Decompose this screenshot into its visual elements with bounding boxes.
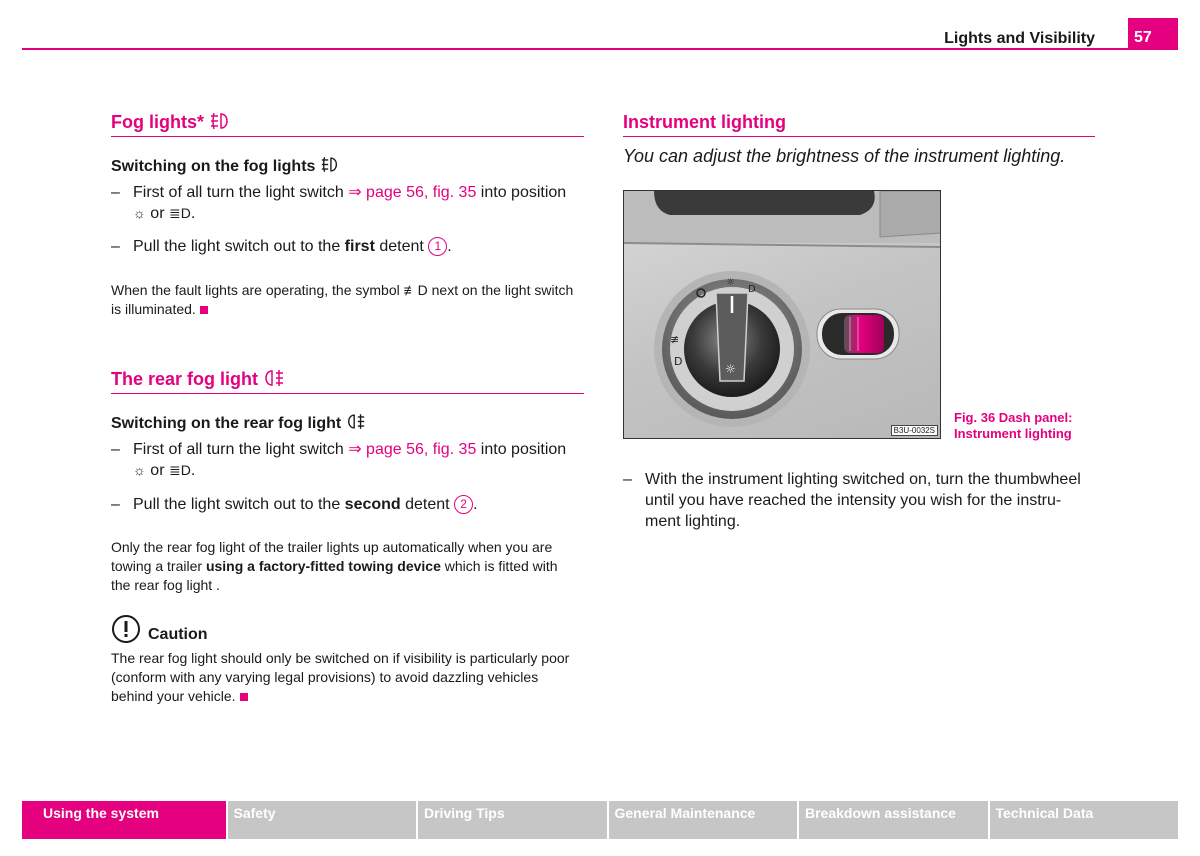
- front-fog-icon: [209, 112, 231, 130]
- rear-note: Only the rear fog light of the trailer lights up automatically when you are towing a trailer using a factory-fitted towing device which is fitted with the rear fog light .: [111, 539, 558, 593]
- rear-step-1: – First of all turn the light switch ⇒ page 56, fig. 35 into position ☼ or ≣D.: [111, 441, 567, 479]
- page-reference-link[interactable]: ⇒ page 56, fig. 35: [348, 184, 477, 201]
- svg-text:D: D: [674, 355, 683, 368]
- svg-text:☼: ☼: [725, 362, 736, 376]
- dash-panel-figure: [623, 190, 941, 439]
- svg-text:≢: ≢: [670, 333, 680, 346]
- fog-lights-heading: Fog lights*: [111, 112, 584, 133]
- tab-safety[interactable]: Safety: [228, 801, 417, 839]
- side-light-icon: ☼: [133, 462, 146, 478]
- caution-text: The rear fog light should only be switched on if visibility is particularly poor (conform with any varying legal provisions) to avoid dazzling vehicles behind your vehicle.: [111, 650, 570, 704]
- instrument-lighting-heading-block: [623, 112, 1095, 137]
- headlight-icon: ≣D: [168, 462, 191, 478]
- end-of-section-mark: [200, 306, 208, 314]
- tab-driving-tips[interactable]: Driving Tips: [418, 801, 607, 839]
- heading-rule: [623, 136, 1095, 137]
- fog-lights-subheading: Switching on the fog lights: [111, 156, 340, 176]
- headlight-icon: ≣D: [168, 205, 191, 221]
- side-light-icon: ☼: [133, 205, 146, 221]
- rear-fog-icon: [346, 413, 366, 430]
- front-fog-icon: [320, 156, 340, 173]
- page-reference-link[interactable]: ⇒ page 56, fig. 35: [348, 441, 477, 458]
- intro-text: You can adjust the brightness of the instrument lighting.: [623, 146, 1066, 166]
- fog-step-1: – First of all turn the light switch ⇒ page 56, fig. 35 into position ☼ or ≣D.: [111, 184, 567, 222]
- rear-step-2: – Pull the light switch out to the second detent 2 .: [111, 496, 478, 513]
- detent-number-badge: 1: [428, 237, 447, 256]
- svg-text:☼: ☼: [726, 277, 735, 288]
- rear-fog-heading: The rear fog light: [111, 369, 584, 390]
- figure-caption: Fig. 36 Dash panel: Instrument lighting: [954, 410, 1073, 441]
- tab-technical-data[interactable]: Technical Data: [990, 801, 1179, 839]
- rear-fog-icon: [263, 369, 285, 387]
- running-title: Lights and Visibility: [944, 30, 1095, 47]
- fog-note: When the fault lights are operating, the symbol ≢D next on the light switch is illuminated.: [111, 282, 574, 317]
- header-rule: [22, 48, 1178, 50]
- tab-general-maintenance[interactable]: General Maintenance: [609, 801, 798, 839]
- chapter-tabs: [22, 801, 1178, 839]
- page-number: 57: [1128, 18, 1178, 50]
- instrument-lighting-heading: Instrument lighting: [623, 112, 786, 132]
- tab-using-the-system[interactable]: Using the system: [22, 801, 226, 839]
- front-fog-icon: ≢D: [403, 282, 428, 298]
- fog-lights-heading-block: [111, 112, 584, 137]
- caution-icon: [111, 614, 141, 649]
- fog-step-2: – Pull the light switch out to the first detent 1 .: [111, 238, 452, 255]
- dash-panel-illustration: [624, 191, 941, 439]
- rear-fog-subheading: Switching on the rear fog light: [111, 413, 366, 433]
- figure-code: B3U-0032S: [891, 425, 938, 436]
- heading-rule: [111, 136, 584, 137]
- svg-text:D: D: [748, 284, 756, 295]
- tab-breakdown-assistance[interactable]: Breakdown assistance: [799, 801, 988, 839]
- rear-fog-heading-block: [111, 369, 584, 394]
- end-of-section-mark: [240, 693, 248, 701]
- heading-rule: [111, 393, 584, 394]
- detent-number-badge: 2: [454, 495, 473, 514]
- caution-heading: Caution: [148, 626, 208, 643]
